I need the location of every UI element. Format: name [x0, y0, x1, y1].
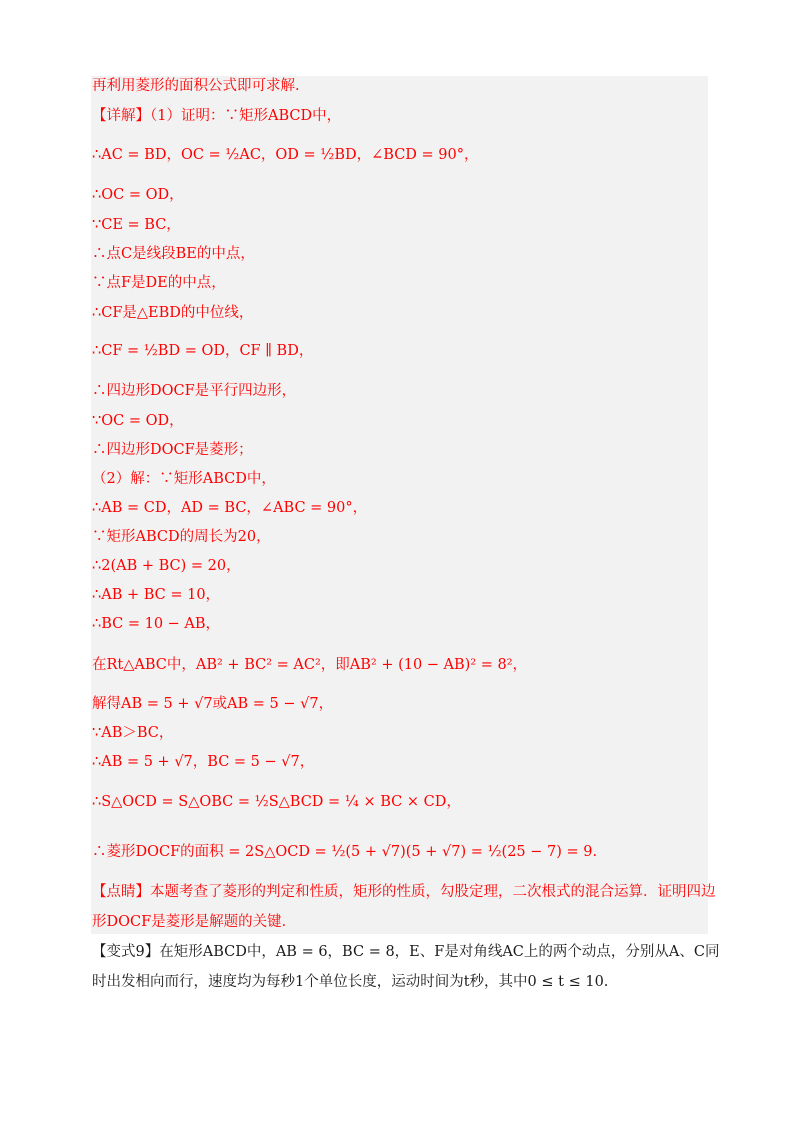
proof-line: ∵点F是DE的中点， — [92, 275, 226, 291]
solution-line: ∴菱形DOCF的面积 = 2S△OCD = ½(5 + √7)(5 + √7) = ½(25 − 7) = 9. — [92, 844, 598, 860]
proof-line: ∴四边形DOCF是平行四边形， — [92, 383, 297, 399]
solution-line: ∴2(AB + BC) = 20， — [92, 558, 241, 574]
intro-line: 再利用菱形的面积公式即可求解. — [92, 78, 300, 94]
comment-line: 【点睛】本题考查了菱形的判定和性质，矩形的性质，勾股定理，二次根式的混合运算．证明四边 — [92, 884, 716, 900]
proof-line: ∴CF = ½BD = OD，CF ∥ BD， — [92, 343, 314, 359]
comment-line: 形DOCF是菱形是解题的关键． — [92, 914, 297, 930]
solution-line: （2）解：∵矩形ABCD中， — [92, 471, 276, 487]
solution-line: ∴AB = 5 + √7，BC = 5 − √7， — [92, 754, 315, 770]
solution-line: 在Rt△ABC中，AB² + BC² = AC²，即AB² + (10 − AB)² = 8²， — [92, 657, 528, 673]
proof-line: ∵OC = OD， — [92, 413, 184, 429]
solution-line: 解得AB = 5 + √7或AB = 5 − √7， — [92, 696, 334, 712]
proof-line: ∴CF是△EBD的中位线， — [92, 305, 254, 321]
proof-line: ∴OC = OD， — [92, 187, 184, 203]
solution-line: ∴AB = CD，AD = BC，∠ABC = 90°， — [92, 500, 368, 516]
solution-line: ∴AB + BC = 10， — [92, 587, 221, 603]
detail-heading: 【详解】（1）证明：∵矩形ABCD中， — [92, 108, 342, 124]
variant-question-line: 时出发相向而行，速度均为每秒1个单位长度，运动时间为t秒，其中0 ≤ t ≤ 10. — [92, 974, 609, 990]
variant-question-line: 【变式9】在矩形ABCD中，AB = 6，BC = 8，E、F是对角线AC上的两个动点，分别从A、C同 — [92, 944, 720, 960]
proof-line: ∵CE = BC， — [92, 217, 181, 233]
solution-line: ∵矩形ABCD的周长为20， — [92, 529, 271, 545]
proof-line: ∴四边形DOCF是菱形； — [92, 442, 253, 458]
solution-line: ∵AB＞BC， — [92, 725, 174, 741]
proof-line: ∴点C是线段BE的中点， — [92, 246, 255, 262]
solution-line: ∴S△OCD = S△OBC = ½S△BCD = ¼ × BC × CD， — [92, 794, 461, 810]
solution-line: ∴BC = 10 − AB， — [92, 616, 221, 632]
proof-line: ∴AC = BD，OC = ½AC，OD = ½BD，∠BCD = 90°， — [92, 147, 479, 163]
